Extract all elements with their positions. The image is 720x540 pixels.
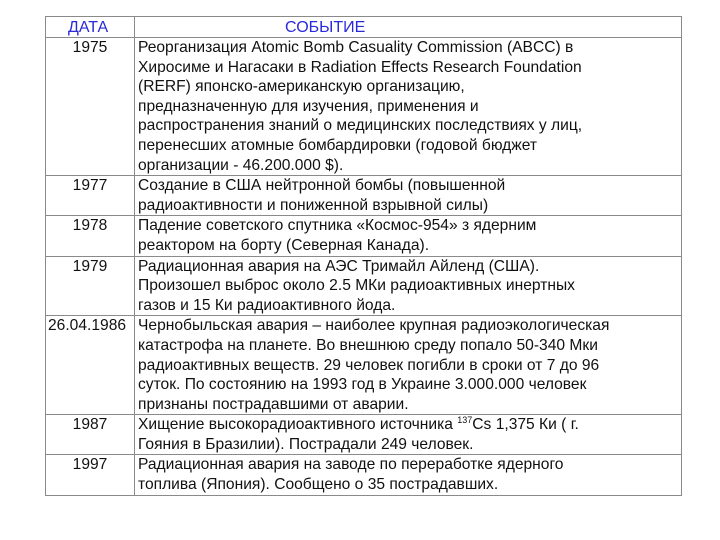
table-row — [46, 216, 682, 256]
event-line: Реорганизация Atomic Bomb Casuality Commission (ABCC) в — [138, 39, 574, 56]
event-line: Радиационная авария на заводе по переработке ядерного — [138, 456, 564, 474]
event-line: радиоактивности и пониженной взрывной силы) — [138, 196, 489, 214]
event-text: Cs 1,375 Ки ( г. — [472, 416, 579, 434]
event-line: Чернобыльская авария – наиболее крупная радиоэкологическая — [138, 317, 610, 335]
row-date: 1979 — [46, 256, 135, 316]
event-line: перенесших атомные бомбардировки (годовой бюджет — [138, 136, 537, 154]
row-event — [135, 38, 682, 176]
row-date: 1978 — [46, 216, 135, 256]
event-line: признаны пострадавшими от аварии. — [138, 395, 409, 413]
event-line — [138, 415, 681, 435]
event-line: организации - 46.200.000 $). — [138, 156, 344, 174]
table-header-row — [46, 17, 682, 38]
event-line: Радиационная авария на АЭС Тримайл Айленд (США). — [138, 257, 540, 275]
event-line: реактором на борту (Северная Канада). — [138, 236, 430, 254]
table-row — [46, 256, 682, 316]
event-line: радиоактивных веществ. 29 человек погибли в сроки от 7 до 96 — [138, 356, 600, 374]
row-date: 1977 — [46, 176, 135, 216]
events-table — [45, 16, 682, 496]
row-date: 1997 — [46, 455, 135, 495]
table-row — [46, 415, 682, 455]
row-date: 26.04.1986 — [46, 316, 135, 415]
table-row — [46, 38, 682, 176]
event-line: распространения знаний о медицинских последствиях у лиц, — [138, 117, 583, 135]
event-line: Создание в США нейтронной бомбы (повышенной — [138, 177, 506, 195]
event-line: Хиросиме и Нагасаки в Radiation Effects Research Foundation — [138, 58, 582, 76]
row-date: 1987 — [46, 415, 135, 455]
table-row — [46, 316, 682, 415]
event-line: Гояния в Бразилии). Пострадали 249 человек. — [138, 435, 474, 453]
event-text: Хищение высокорадиоактивного источника — [138, 416, 458, 434]
event-line: топлива (Япония). Сообщено о 35 пострадавших. — [138, 476, 499, 494]
row-event — [135, 415, 682, 455]
event-line: предназначенную для изучения, применения и — [138, 97, 479, 115]
row-event — [135, 216, 682, 256]
event-line: катастрофа на планете. Во внешнюю среду попало 50-340 Мки — [138, 336, 598, 354]
table-row — [46, 455, 682, 495]
isotope-mass-number: 137 — [457, 415, 473, 426]
event-line: Падение советского спутника «Космос-954» з ядерним — [138, 217, 537, 235]
header-date: ДАТА — [46, 17, 135, 38]
table-row — [46, 176, 682, 216]
row-event — [135, 256, 682, 316]
event-line: газов и 15 Ки радиоактивного йода. — [138, 296, 396, 314]
row-event — [135, 455, 682, 495]
event-line: Произошел выброс около 2.5 МКи радиоактивных инертных — [138, 277, 575, 295]
header-event: СОБЫТИЕ — [135, 17, 682, 38]
event-line: (RERF) японско-американскую организацию, — [138, 78, 465, 96]
row-event — [135, 316, 682, 415]
event-line: суток. По состоянию на 1993 год в Украине 3.000.000 человек — [138, 376, 587, 394]
row-event — [135, 176, 682, 216]
row-date: 1975 — [46, 38, 135, 176]
